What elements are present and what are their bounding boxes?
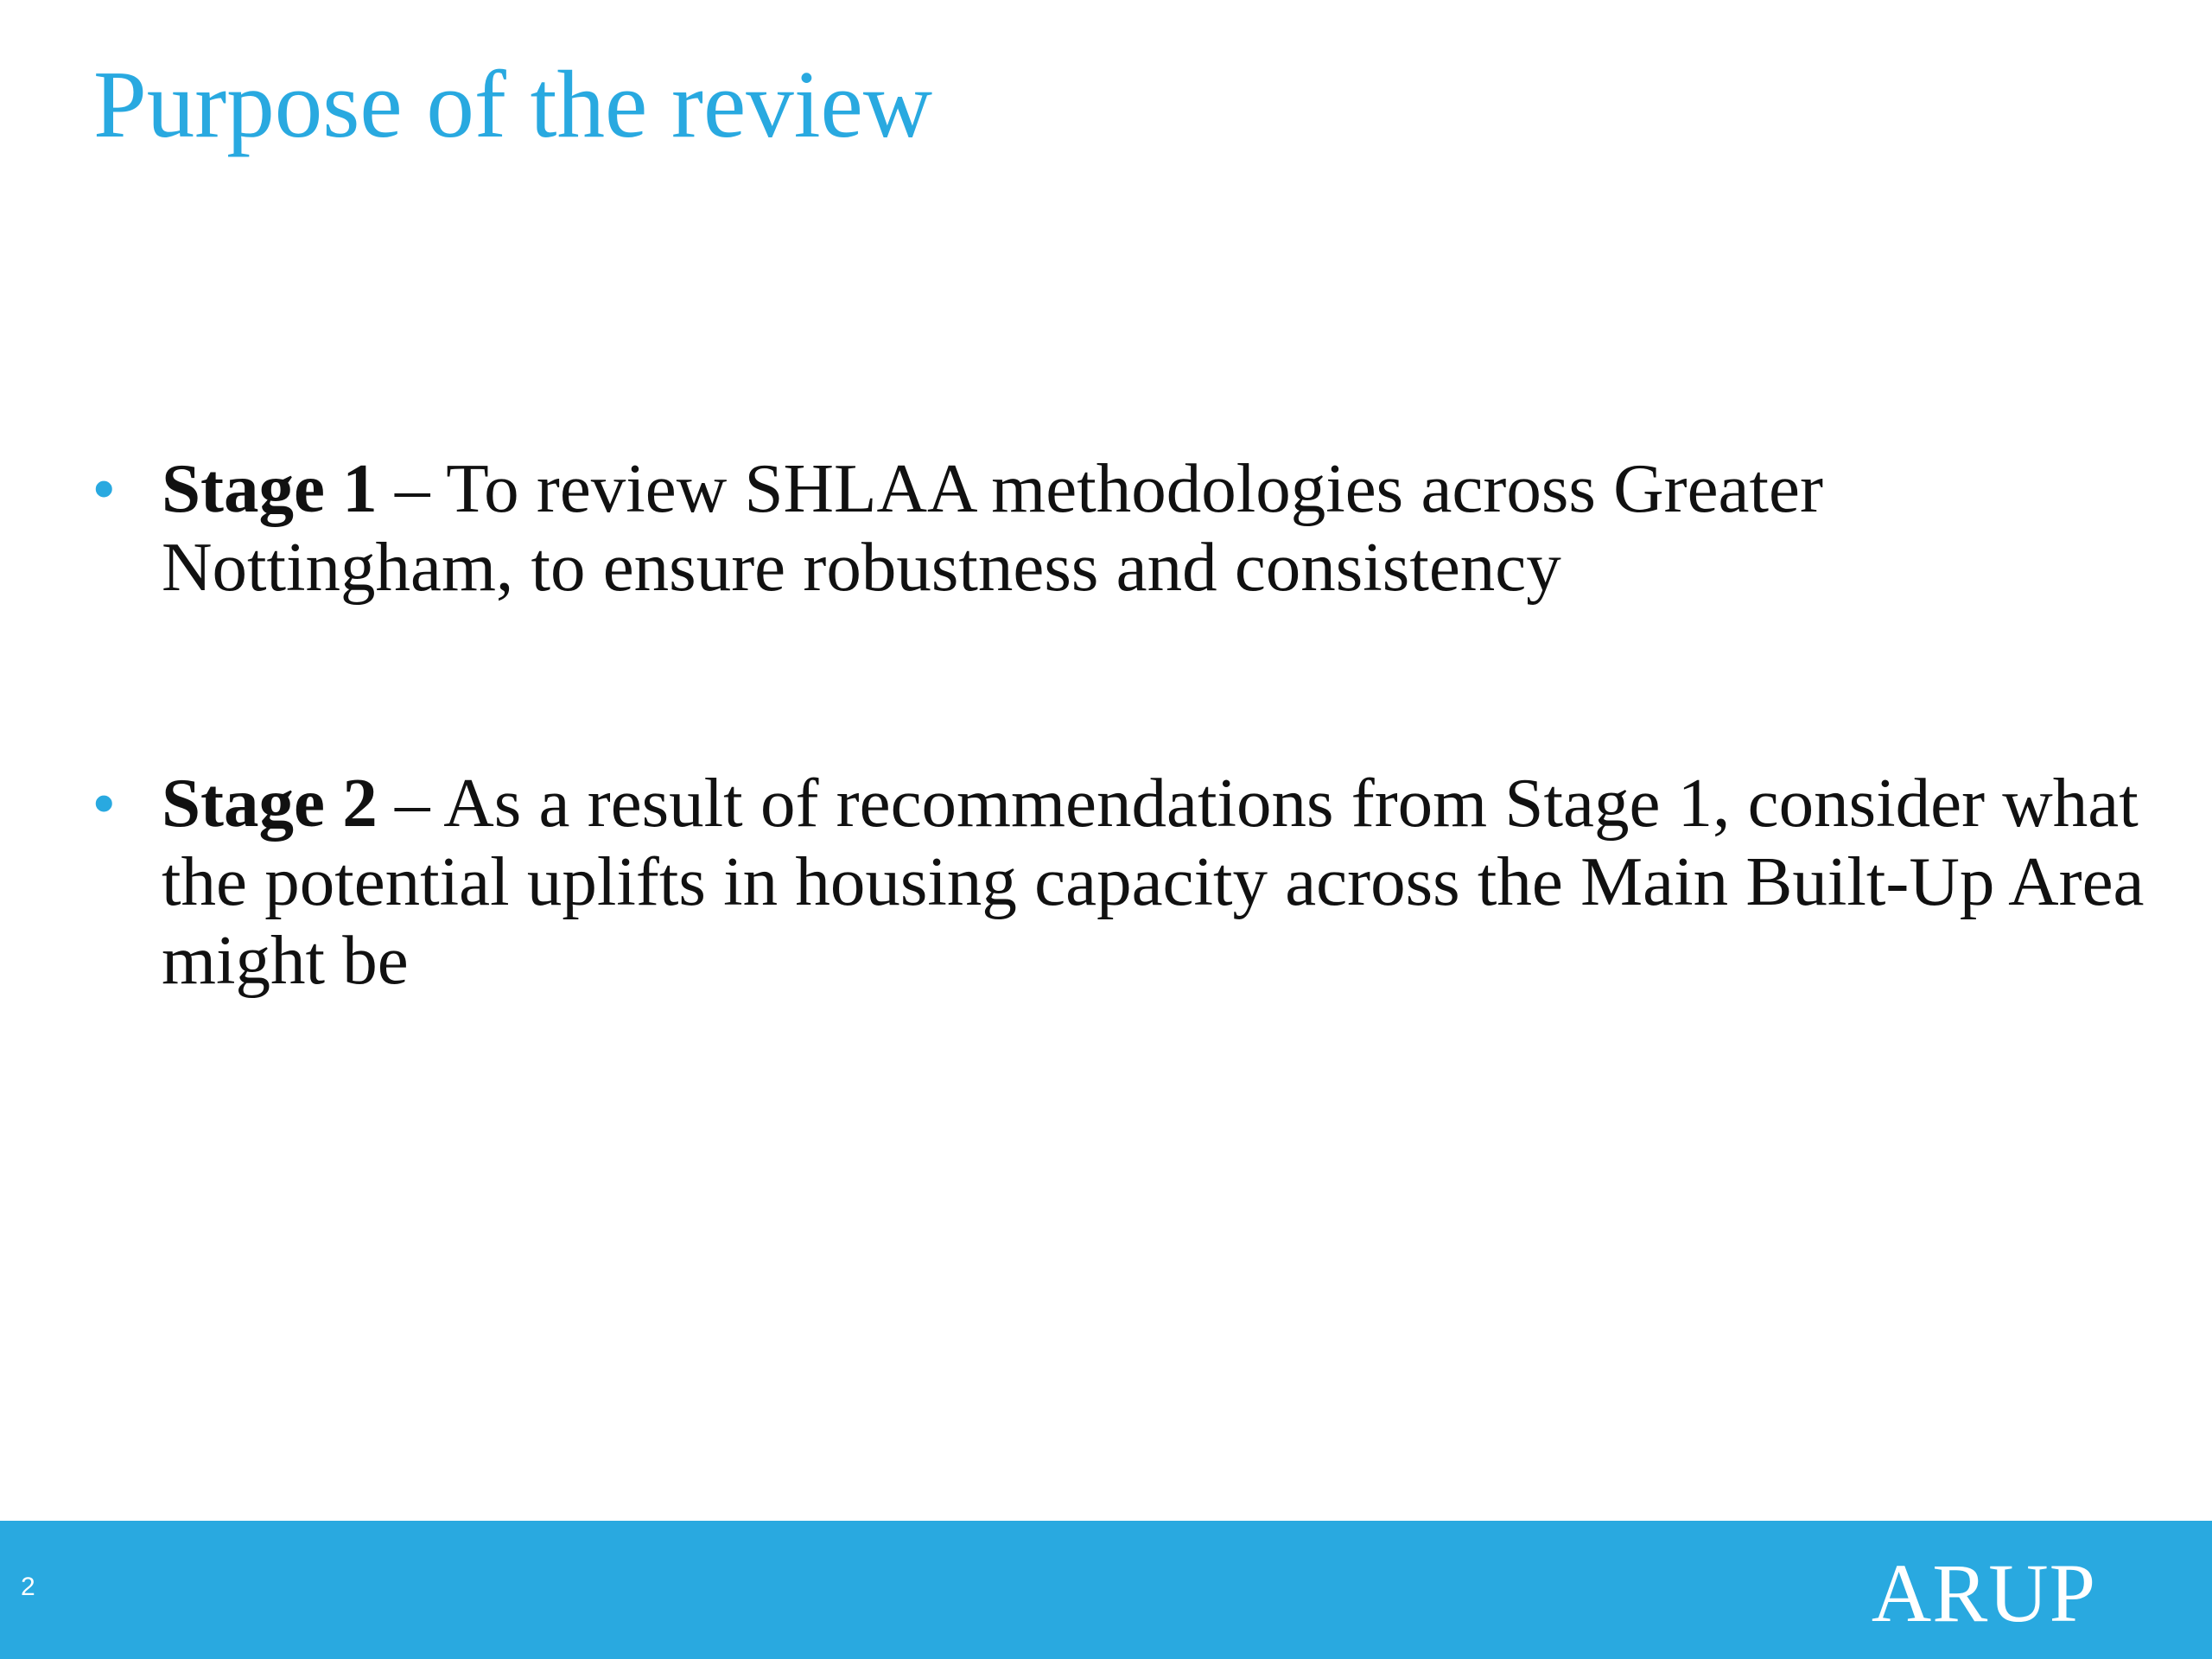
slide-title: Purpose of the review [93,52,932,158]
bullet-dot-icon: • [93,454,115,522]
bullet-lead: Stage 2 [162,764,378,842]
bullet-stage-2 [93,764,2150,1000]
footer-bar [0,1521,2212,1659]
arup-logo: ARUP [1871,1547,2096,1639]
bullet-text: – To review SHLAA methodologies across Greater Nottingham, to ensure robustness and consistency [162,449,1823,606]
bullet-stage-1 [93,449,2150,607]
bullet-text: – As a result of recommendations from Stage 1, consider what the potential uplifts in housing capacity across the Main Built-Up Area might be [162,764,2145,999]
bullet-dot-icon: • [93,769,115,836]
bullet-lead: Stage 1 [162,449,378,527]
bullet-list [93,449,2150,1000]
page-number: 2 [21,1573,35,1601]
